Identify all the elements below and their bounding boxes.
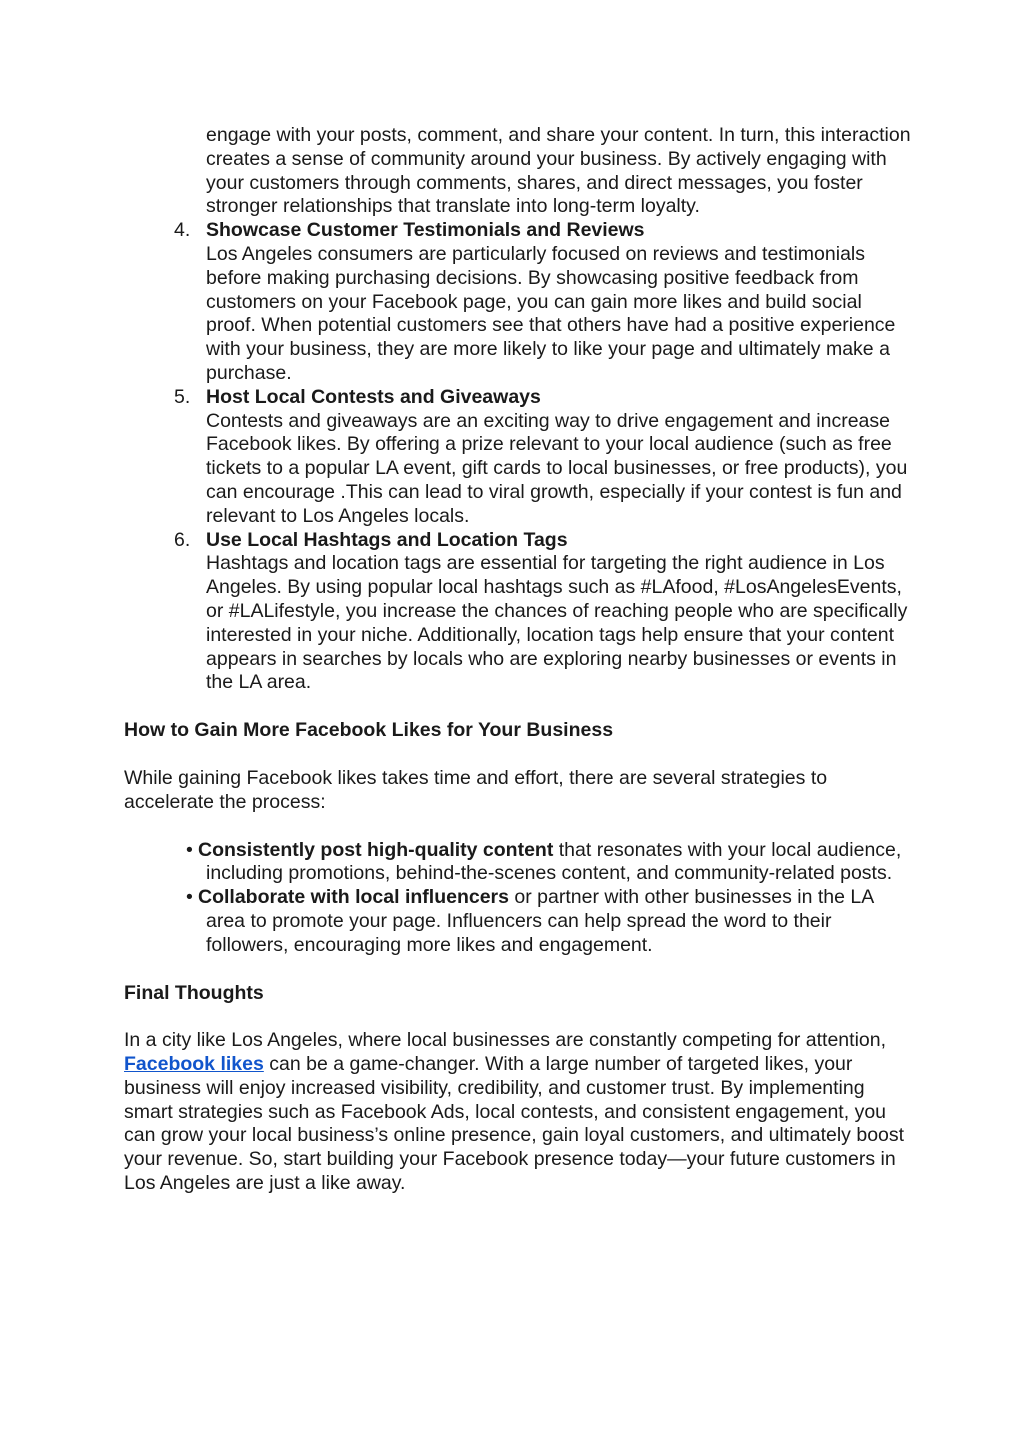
item-number: 6. [174,528,191,551]
numbered-item-6 [124,529,914,696]
item-title: Showcase Customer Testimonials and Reviews [206,219,645,242]
facebook-likes-link[interactable]: Facebook likes [124,1053,264,1076]
bullet-item-1 [124,839,914,887]
bullet-icon: • [186,838,193,861]
bullet-text: that resonates with your local audience, including promotions, behind-the-scenes content, and community-related posts. [206,838,902,885]
section-heading-gain-likes: How to Gain More Facebook Likes for Your Business [124,719,614,742]
list-item-continuation [124,124,914,219]
item-body: Contests and giveaways are an exciting way to drive engagement and increase Facebook likes. By offering a prize relevant to your local audience (such as free tickets to a popular LA event, gift cards to local businesses, or free products), you can encourage .This can lead to viral growth, especially if your contest is fun and relevant to Los Angeles locals. [206,409,908,527]
numbered-item-4 [124,219,914,386]
item-body: Hashtags and location tags are essential for targeting the right audience in Los Angeles. By using popular local hashtags such as #LAfood, #LosAngelesEvents, or #LALifestyle, you increase the chances of reaching people who are specifically interested in your niche. Additionally, location tags help ensure that your content appears in searches by locals who are exploring nearby businesses or events in the LA area. [206,552,908,694]
item-body: Los Angeles consumers are particularly focused on reviews and testimonials before making purchasing decisions. By showcasing positive feedback from customers on your Facebook page, you can gain more likes and build social proof. When potential customers see that others have had a positive experience with your business, they are more likely to like your page and ultimately make a purchase. [206,242,896,384]
final-paragraph [124,1029,914,1196]
section-heading-final-thoughts: Final Thoughts [124,981,264,1004]
bullet-bold-text: Collaborate with local influencers [198,886,509,909]
bullet-item-2 [124,886,914,957]
bullet-text: or partner with other businesses in the LA area to promote your page. Influencers can help spread the word to their followers, encouraging more likes and engagement. [206,886,874,956]
bullet-icon: • [186,886,193,909]
item-title: Host Local Contests and Giveaways [206,385,541,408]
continuation-text: engage with your posts, comment, and share your content. In turn, this interaction creates a sense of community around your business. By actively engaging with your customers through comments, shares, and direct messages, you foster stronger relationships that translate into long-term loyalty. [206,124,911,218]
section-intro: While gaining Facebook likes takes time and effort, there are several strategies to accelerate the process: [124,766,828,813]
numbered-item-5 [124,386,914,529]
item-title: Use Local Hashtags and Location Tags [206,528,568,551]
item-number: 4. [174,219,191,242]
document-page [124,124,914,1196]
final-text-after-link: can be a game-changer. With a large number of targeted likes, your business will enjoy increased visibility, credibility, and customer trust. By implementing smart strategies such as Facebook Ads, local contests, and consistent engagement, you can grow your local business’s online presence, gain loyal customers, and ultimately boost your revenue. So, start building your Facebook presence today—your future customers in Los Angeles are just a like away. [124,1053,905,1195]
final-text-before-link: In a city like Los Angeles, where local businesses are constantly competing for attention, [124,1029,887,1052]
bullet-bold-text: Consistently post high-quality content [198,838,554,861]
item-number: 5. [174,385,191,408]
